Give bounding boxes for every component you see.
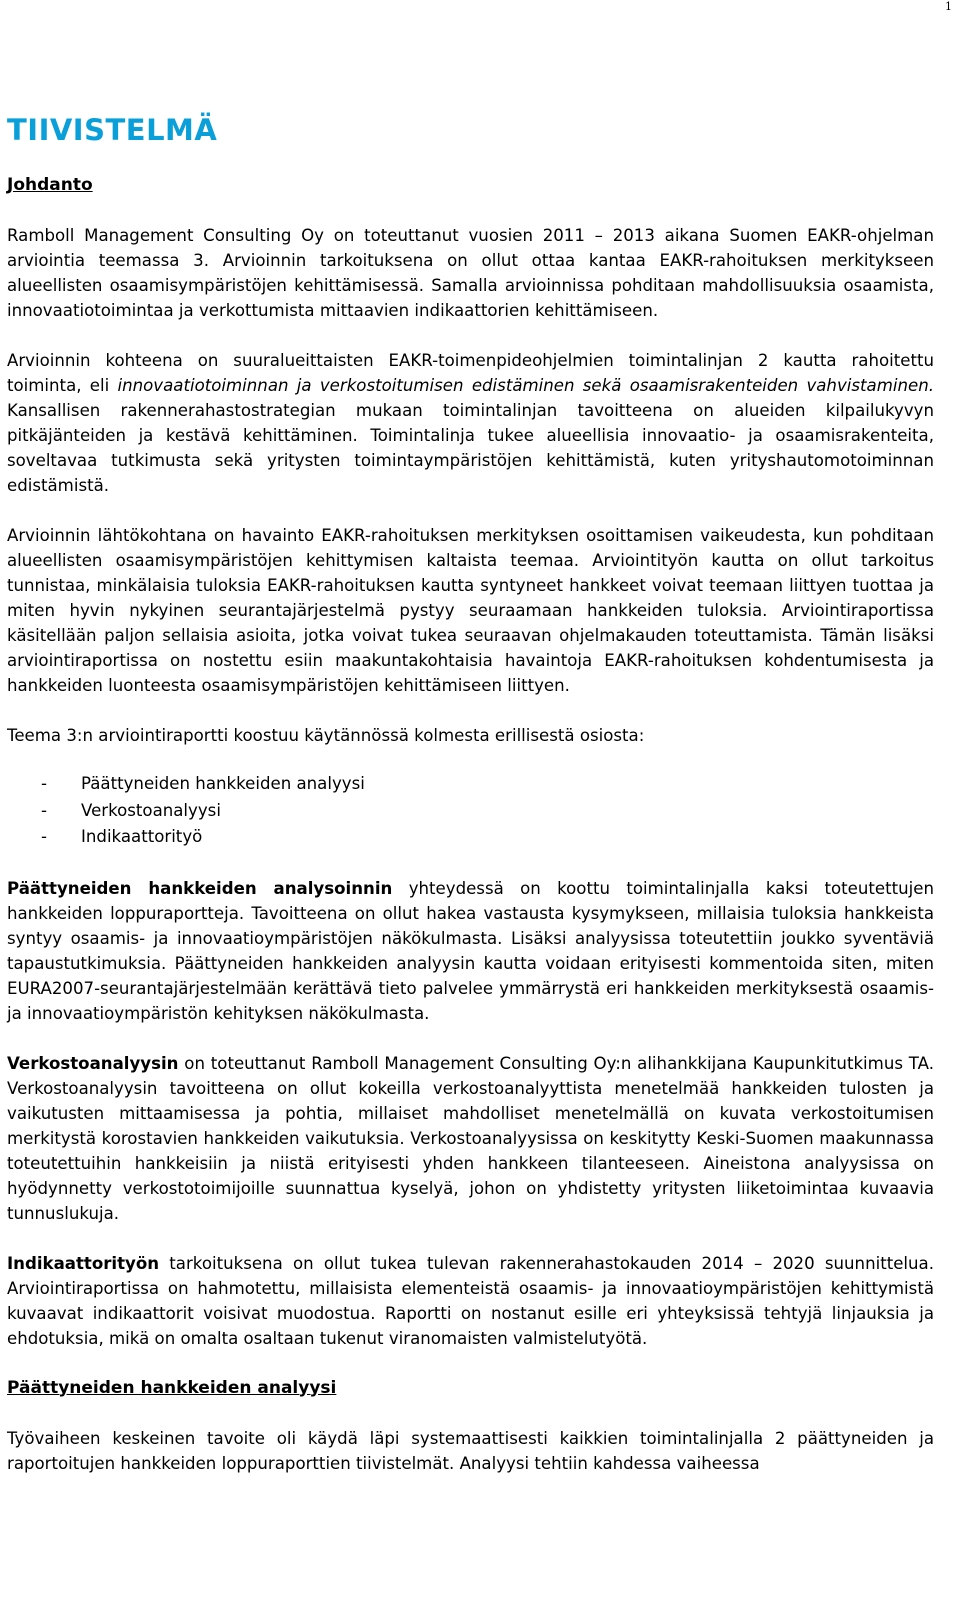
paragraph-target [7,348,934,498]
list-item-text: Verkostoanalyysi [81,800,221,820]
bold-lead-network-analysis: Verkostoanalyysin [7,1053,179,1073]
list-item [7,798,934,825]
paragraph-indicator-work [7,1251,934,1351]
page-number: 1 [945,0,952,13]
bold-lead-finished-projects: Päättyneiden hankkeiden analysoinnin [7,878,393,898]
paragraph-network-analysis-text: on toteuttanut Ramboll Management Consulting Oy:n alihankkijana Kaupunkitutkimus TA. Verkostoanalyysin tavoitteena on ollut kokeilla verkostoanalyyttista menetelmää hankkeiden tulosten ja vaikutusten mittaamisessa ja pohtia, millaiset mahdolliset menetelmällä on kuvata verkostoitumisen merkitystä korostavien hankkeiden vaikutuksia. Verkostoanalyysissa on keskitytty Keski-Suomen maakunnassa toteutettuihin hankkeisiin ja niistä erityisesti yhden hankkeen tilanteeseen. Aineistona analyysissa on hyödynnetty verkostotoimijoille suunnattua kyselyä, johon on yhdistetty yritysten liiketoimintaa kuvaavia tunnuslukuja. [7,1053,934,1223]
list-item [7,771,934,798]
paragraph-target-text-b: Kansallisen rakennerahastostrategian mukaan toimintalinjan tavoitteena on alueiden kilpailukyvyn pitkäjänteiden ja kestävä kehittäminen. Toimintalinja tukee alueellisia innovaatio- ja osaamisrakenteita, soveltavaa tutkimusta sekä yritysten toimintaympäristöjen kehittämistä, kuten yrityshautomotoiminnan edistämistä. [7,401,934,495]
bold-lead-indicator-work: Indikaattorityön [7,1253,160,1273]
page-title: TIIVISTELMÄ [7,113,218,147]
paragraph-finished-projects-text: yhteydessä on koottu toimintalinjalla kaksi toteutettujen hankkeiden loppuraportteja. Tavoitteena on ollut hakea vastausta kysymykseen, millaisia tuloksia hankkeista syntyy osaamis- ja innovaatioympäristöjen näkökulmasta. Lisäksi analyysissa toteutettiin joukko syventäviä tapaustutkimuksia. Päättyneiden hankkeiden analyysin kautta voidaan erityisesti kommentoida siten, miten EURA2007-seurantajärjestelmään kerättävä tieto palvelee ymmärrystä eri hankkeiden merkityksestä osaamis- ja innovaatioympäristön kehityksen näkökulmasta. [7,878,934,1023]
list-item-text: Päättyneiden hankkeiden analyysi [81,774,365,793]
section-heading-johdanto: Johdanto [7,175,93,195]
paragraph-report-structure: Teema 3:n arviointiraportti koostuu käytännössä kolmesta erillisestä osiosta: [7,726,645,745]
paragraph-indicator-work-text: tarkoituksena on ollut tukea tulevan rakennerahastokauden 2014 – 2020 suunnittelua. Arviointiraportissa on hahmotettu, millaisista elementeistä osaamis- ja innovaatioympäristöjen kehittymistä kuvaavat indikaattorit voisivat muodostua. Raportti on nostanut esille eri yhteyksissä tehtyjä linjauksia ja ehdotuksia, mikä on omalta osaltaan tukenut viranomaisten valmistelutyötä. [7,1253,934,1348]
list-dash: - [41,827,47,846]
paragraph-target-italic: innovaatiotoiminnan ja verkostoitumisen edistäminen sekä osaamisrakenteiden vahvistaminen. [117,376,934,395]
paragraph-target-text-a: Arvioinnin kohteena on suuralueittaisten EAKR-toimenpideohjelmien toimintalinjan 2 kautta rahoitettu toiminta, eli [7,351,934,395]
report-sections-list [7,771,934,851]
list-dash: - [41,800,47,820]
document-body [7,112,934,1476]
list-item-text: Indikaattorityö [81,827,203,846]
paragraph-intro: Ramboll Management Consulting Oy on toteuttanut vuosien 2011 – 2013 aikana Suomen EAKR-ohjelman arviointia teemassa 3. Arvioinnin tarkoituksena on ollut ottaa kantaa EAKR-rahoituksen merkitykseen alueellisten osaamisympäristöjen kehittämisessä. Samalla arvioinnissa pohditaan mahdollisuuksia osaamista, innovaatiotoimintaa ja verkottumista mittaavien indikaattorien kehittämiseen. [7,226,934,320]
list-item [7,824,934,851]
paragraph-network-analysis [7,1051,934,1226]
paragraph-work-phase: Työvaiheen keskeinen tavoite oli käydä läpi systemaattisesti kaikkien toimintalinjalla 2 päättyneiden ja raportoitujen hankkeiden loppuraporttien tiivistelmät. Analyysi tehtiin kahdessa vaiheessa [7,1428,934,1473]
section-heading-analysis: Päättyneiden hankkeiden analyysi [7,1377,337,1398]
paragraph-finished-projects [7,876,934,1026]
paragraph-starting-point: Arvioinnin lähtökohtana on havainto EAKR-rahoituksen merkityksen osoittamisen vaikeudesta, kun pohditaan alueellisten osaamisympäristöjen kehittymisen kaltaista teemaa. Arviointityön kautta on ollut tarkoitus tunnistaa, minkälaisia tuloksia EAKR-rahoituksen kautta syntyneet hankkeet voivat teemaan liittyen tuottaa ja miten hyvin nykyinen seurantajärjestelmä pystyy seuraamaan hankkeiden tuloksia. Arviointiraportissa käsitellään paljon sellaisia asioita, jotka voivat tukea seuraavan ohjelmakauden toteuttamista. Tämän lisäksi arviointiraportissa on nostettu esiin maakuntakohtaisia havaintoja EAKR-rahoituksen kohdentumisesta ja hankkeiden luonteesta osaamisympäristöjen kehittämiseen liittyen. [7,526,934,695]
list-dash: - [41,774,47,793]
